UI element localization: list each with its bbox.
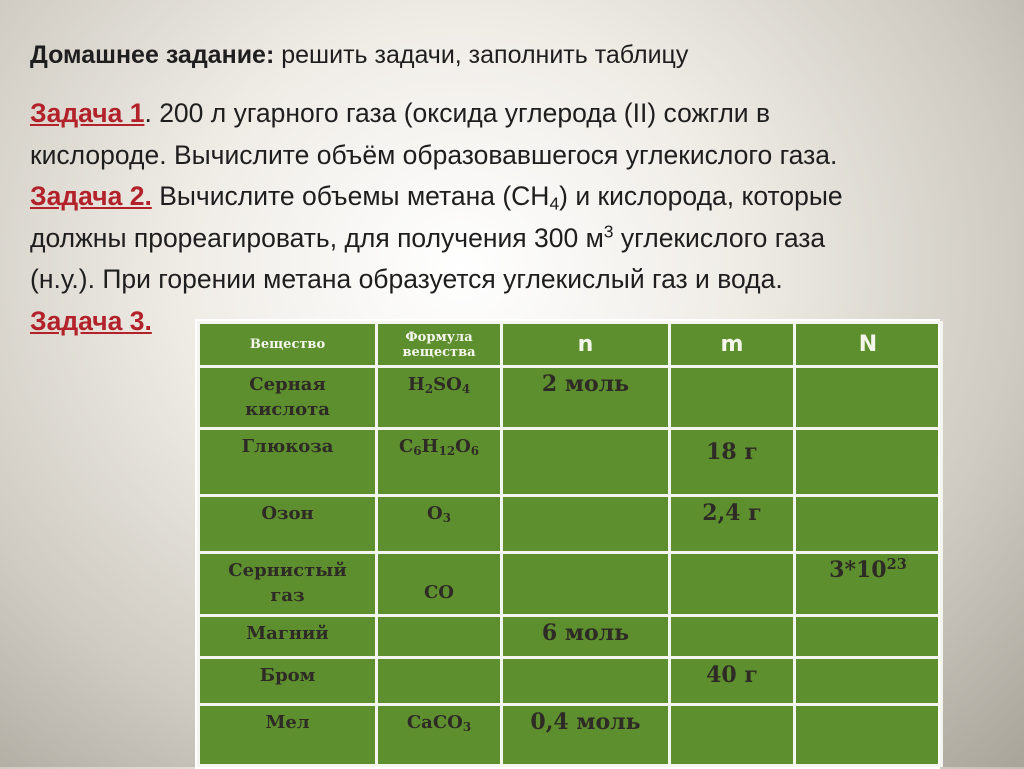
- cell-n: [502, 658, 670, 705]
- cell-formula: [377, 616, 502, 658]
- cell-N: [795, 429, 942, 496]
- task2-label: Задача 2.: [30, 181, 152, 211]
- cell-formula: CaCO$_3$: [377, 705, 502, 766]
- cell-N: [795, 496, 942, 553]
- table-row: [199, 553, 942, 616]
- header-n: n: [502, 323, 670, 367]
- cell-n: 6 моль: [502, 616, 670, 658]
- cell-m: [670, 616, 795, 658]
- task2-line2: [30, 218, 1005, 260]
- task2-text-1b: ) и кислорода, которые: [559, 181, 843, 211]
- cell-substance: Мел: [199, 705, 377, 766]
- cell-substance: Сернистый газ: [199, 553, 377, 616]
- cell-substance: Бром: [199, 658, 377, 705]
- cell-n: [502, 496, 670, 553]
- cell-n: [502, 429, 670, 496]
- table-row: [199, 705, 942, 766]
- task2-ch4-subscript: 4: [549, 193, 560, 214]
- cell-m: 2,4 г: [670, 496, 795, 553]
- table-row: [199, 616, 942, 658]
- substance-table: [197, 321, 943, 767]
- cell-substance: Глюкоза: [199, 429, 377, 496]
- table-row: [199, 367, 942, 429]
- cell-formula: CO: [377, 553, 502, 616]
- cell-n: 2 моль: [502, 367, 670, 429]
- cell-n: 0,4 моль: [502, 705, 670, 766]
- cell-substance: Магний: [199, 616, 377, 658]
- cell-N: [795, 705, 942, 766]
- substance-table-container: [195, 319, 940, 769]
- cell-N: [795, 616, 942, 658]
- task2-text-1a: Вычислите объемы метана (CH: [151, 181, 550, 211]
- cell-n: [502, 553, 670, 616]
- cell-formula: $O_3$: [377, 496, 502, 553]
- cell-formula: $C_6H_{12}O_6$: [377, 429, 502, 496]
- cell-formula: [377, 658, 502, 705]
- task1-line2: кислороде. Вычислите объём образовавшегося углекислого газа.: [30, 139, 838, 170]
- task2-line3: (н.у.). При горении метана образуется углекислый газ и вода.: [30, 264, 783, 294]
- task2-text-2b: углекислого газа: [613, 222, 826, 253]
- header-substance: Вещество: [199, 323, 377, 367]
- homework-text: решить задачи, заполнить таблицу: [274, 41, 689, 69]
- table-row: [199, 429, 942, 496]
- task1-line1: [30, 93, 1005, 135]
- table-header-row: [199, 323, 942, 367]
- cell-m: [670, 367, 795, 429]
- homework-heading: [30, 40, 688, 70]
- task3-label: Задача 3.: [30, 305, 152, 336]
- cell-m: 40 г: [670, 658, 795, 705]
- cell-N: $3*10^{23}$: [795, 553, 942, 616]
- task1-text-1: . 200 л угарного газа (оксида углерода (II) сожгли в: [144, 98, 771, 128]
- cell-substance: Серная кислота: [199, 367, 377, 429]
- table-row: [199, 496, 942, 553]
- table-row: [199, 658, 942, 705]
- cell-m: [670, 553, 795, 616]
- cell-m: [670, 705, 795, 766]
- header-formula: Формула вещества: [377, 323, 502, 367]
- task2-line1: [30, 176, 1005, 218]
- task2-text-2a: должны прореагировать, для получения 300 м: [30, 222, 604, 253]
- cell-m: 18 г: [670, 429, 795, 496]
- header-N: N: [795, 323, 942, 367]
- tasks-block: [30, 93, 1005, 342]
- cell-N: [795, 658, 942, 705]
- cell-N: [795, 367, 942, 429]
- homework-label: Домашнее задание:: [30, 41, 275, 69]
- header-m: m: [670, 323, 795, 367]
- cell-substance: Озон: [199, 496, 377, 553]
- cell-formula: $H_2SO_4$: [377, 367, 502, 429]
- task1-label: Задача 1: [30, 98, 145, 128]
- task2-m3-superscript: 3: [603, 220, 614, 241]
